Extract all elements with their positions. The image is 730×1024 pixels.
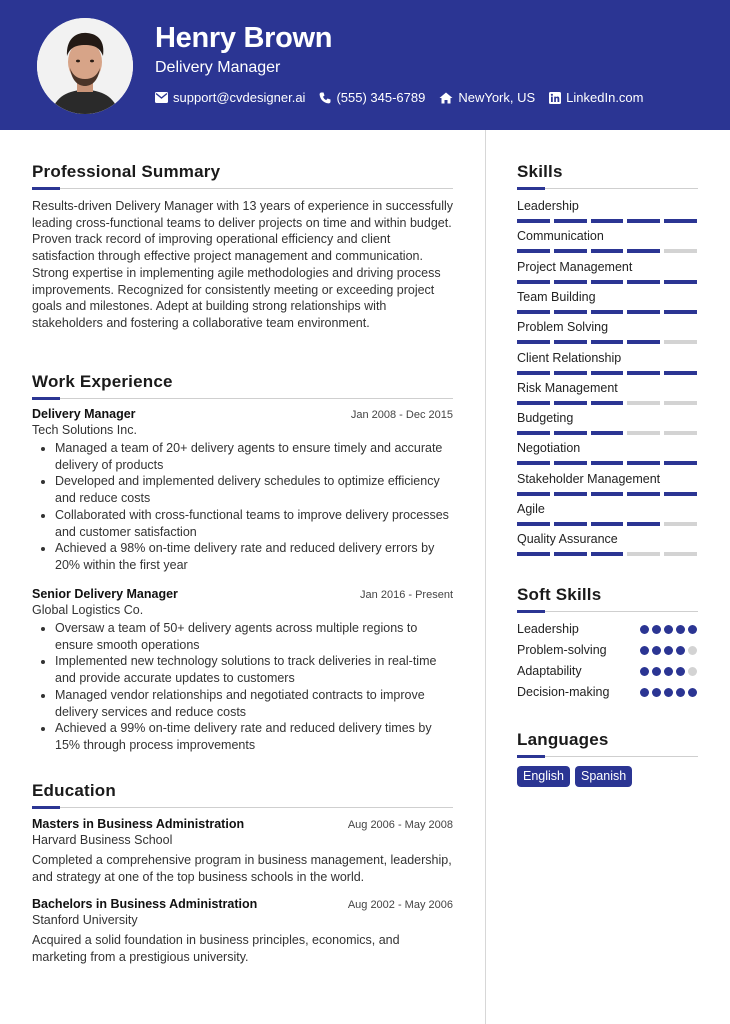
section-rule-accent <box>32 806 60 809</box>
skill-level-bar <box>517 310 697 314</box>
skill-level-segment <box>591 219 624 223</box>
contact-linkedin-text: LinkedIn.com <box>566 90 644 105</box>
rating-dot <box>640 688 649 697</box>
skill-item <box>517 199 697 213</box>
skill-level-segment <box>627 401 660 405</box>
rating-dot <box>640 625 649 634</box>
skill-level-segment <box>554 310 587 314</box>
section-rule-accent <box>517 755 545 758</box>
skill-level-segment <box>517 249 550 253</box>
soft-skill-item <box>517 643 697 657</box>
rating-dot <box>676 667 685 676</box>
rating-dot <box>664 667 673 676</box>
language-list <box>517 766 632 787</box>
skill-name: Quality Assurance <box>517 532 618 547</box>
skill-level-segment <box>627 522 660 526</box>
skill-level-segment <box>554 401 587 405</box>
skill-level-segment <box>517 371 550 375</box>
skill-item <box>517 441 697 455</box>
rating-dot <box>640 646 649 655</box>
skill-level-segment <box>554 522 587 526</box>
skill-level-bar <box>517 461 697 465</box>
profile-photo <box>37 18 133 114</box>
soft-skill-name: Decision-making <box>517 685 610 699</box>
skill-level-bar <box>517 552 697 556</box>
skill-level-segment <box>664 461 697 465</box>
section-rule-accent <box>517 610 545 613</box>
skill-item <box>517 411 697 425</box>
section-rule <box>32 188 453 189</box>
rating-dot <box>652 688 661 697</box>
rating-dot <box>676 688 685 697</box>
skill-name: Agile <box>517 502 545 516</box>
skill-level-segment <box>591 340 624 344</box>
skill-level-segment <box>627 310 660 314</box>
skill-level-segment <box>591 552 624 556</box>
envelope-icon <box>155 92 168 103</box>
skill-level-segment <box>554 461 587 465</box>
skill-level-segment <box>627 371 660 375</box>
skill-level-segment <box>554 431 587 435</box>
job-company: Tech Solutions Inc. <box>32 423 137 437</box>
skill-level-segment <box>627 280 660 284</box>
job-bullets <box>32 620 453 754</box>
rating-dot <box>676 625 685 634</box>
section-title-education: Education <box>32 781 116 800</box>
skill-level-segment <box>627 431 660 435</box>
skill-level-segment <box>517 552 550 556</box>
skill-level-segment <box>517 310 550 314</box>
soft-skill-item <box>517 664 697 678</box>
education-school: Harvard Business School <box>32 833 173 847</box>
skill-level-segment <box>664 401 697 405</box>
skill-level-segment <box>627 219 660 223</box>
skill-level-segment <box>664 219 697 223</box>
section-rule <box>32 398 453 399</box>
soft-skill-name: Leadership <box>517 622 579 636</box>
education-description: Acquired a solid foundation in business principles, economics, and marketing from a prestigious university. <box>32 933 400 964</box>
skill-name: Budgeting <box>517 411 574 426</box>
job-role: Delivery Manager <box>32 407 136 421</box>
skill-level-bar <box>517 249 697 253</box>
skill-level-segment <box>591 401 624 405</box>
skill-level-segment <box>627 552 660 556</box>
skill-item <box>517 472 697 486</box>
skill-item <box>517 381 697 395</box>
contact-list <box>155 90 644 105</box>
skill-level-bar <box>517 340 697 344</box>
skill-level-segment <box>517 522 550 526</box>
linkedin-icon <box>549 92 561 104</box>
skill-level-segment <box>664 280 697 284</box>
skill-level-bar <box>517 280 697 284</box>
skill-level-segment <box>554 492 587 496</box>
skill-item <box>517 229 697 243</box>
skill-level-segment <box>554 340 587 344</box>
skill-level-segment <box>664 552 697 556</box>
rating-dot <box>688 688 697 697</box>
skill-name: Risk Management <box>517 380 618 395</box>
skill-level-segment <box>517 219 550 223</box>
section-title-languages: Languages <box>517 730 609 749</box>
skill-name: Problem Solving <box>517 320 609 335</box>
education-entry <box>32 897 453 965</box>
skill-level-segment <box>517 280 550 284</box>
contact-phone[interactable] <box>319 90 425 105</box>
skill-level-segment <box>591 522 624 526</box>
skill-level-segment <box>517 340 550 344</box>
rating-dot <box>664 688 673 697</box>
skill-level-segment <box>664 310 697 314</box>
soft-skill-rating <box>640 688 697 697</box>
skill-level-segment <box>591 371 624 375</box>
job-bullet: Developed and implemented delivery schedules to optimize efficiency and reduce costs <box>32 473 453 506</box>
job-dates: Jan 2016 - Present <box>360 589 453 601</box>
skill-name: Stakeholder Management <box>517 471 661 486</box>
section-title-skills: Skills <box>517 162 563 181</box>
rating-dot <box>688 646 697 655</box>
soft-skill-item <box>517 622 697 636</box>
candidate-name: Henry Brown <box>155 22 333 54</box>
skill-name: Client Relationship <box>517 350 622 365</box>
skill-level-segment <box>627 492 660 496</box>
section-title-soft-skills: Soft Skills <box>517 585 602 604</box>
education-description: Completed a comprehensive program in business management, leadership, and strategy at one of the top business schools in the world. <box>32 853 452 884</box>
section-title-experience: Work Experience <box>32 372 173 391</box>
job-entry <box>32 407 453 574</box>
skill-level-bar <box>517 371 697 375</box>
section-rule <box>32 807 453 808</box>
job-bullet: Managed vendor relationships and negotiated contracts to improve delivery services and reduce costs <box>32 687 453 720</box>
rating-dot <box>664 646 673 655</box>
skill-item <box>517 351 697 365</box>
skill-level-segment <box>517 431 550 435</box>
skill-level-segment <box>627 249 660 253</box>
education-entry <box>32 817 453 885</box>
contact-location <box>439 90 535 105</box>
phone-icon <box>319 92 331 104</box>
skill-level-bar <box>517 431 697 435</box>
skill-level-segment <box>591 249 624 253</box>
skill-level-segment <box>517 492 550 496</box>
skill-level-segment <box>627 461 660 465</box>
skill-name: Team Building <box>517 289 596 304</box>
column-divider <box>485 130 486 1024</box>
summary-text: Results-driven Delivery Manager with 13 years of experience in successfully leading cross-functional teams to deliver projects on time and within budget. Proven track record of improving operational efficiency and client satisfaction through effective project management and communication. Strong expertise in implementing agile methodologies and driving process improvements. Recognized for consistently meeting or exceeding project goals and milestones. Adept at building strong relationships with stakeholders and fostering a collaborative team environment. <box>32 199 454 330</box>
skill-item <box>517 532 697 546</box>
language-tag: Spanish <box>575 766 632 787</box>
education-degree: Bachelors in Business Administration <box>32 897 258 911</box>
skill-level-segment <box>554 552 587 556</box>
job-role: Senior Delivery Manager <box>32 587 178 601</box>
skill-item <box>517 290 697 304</box>
contact-email-text: support@cvdesigner.ai <box>173 90 306 105</box>
rating-dot <box>640 667 649 676</box>
skill-level-segment <box>554 249 587 253</box>
skill-level-segment <box>664 340 697 344</box>
skill-name: Negotiation <box>517 441 581 456</box>
soft-skill-name: Adaptability <box>517 664 582 678</box>
rating-dot <box>688 667 697 676</box>
job-bullet: Achieved a 98% on-time delivery rate and reduced delivery errors by 20% within the first year <box>32 540 453 573</box>
home-icon <box>439 92 453 104</box>
job-company: Global Logistics Co. <box>32 603 144 617</box>
job-bullet: Oversaw a team of 50+ delivery agents across multiple regions to ensure smooth operations <box>32 620 453 653</box>
skill-level-segment <box>591 431 624 435</box>
job-bullet: Collaborated with cross-functional teams to improve delivery processes and customer satisfaction <box>32 507 453 540</box>
skill-name: Project Management <box>517 259 633 274</box>
skill-level-bar <box>517 401 697 405</box>
skill-level-segment <box>554 280 587 284</box>
skill-level-segment <box>664 371 697 375</box>
rating-dot <box>652 646 661 655</box>
rating-dot <box>652 667 661 676</box>
rating-dot <box>652 625 661 634</box>
skill-level-bar <box>517 219 697 223</box>
section-rule-accent <box>517 187 545 190</box>
candidate-title: Delivery Manager <box>155 59 281 76</box>
soft-skill-rating <box>640 625 697 634</box>
soft-skill-item <box>517 685 697 699</box>
skill-item <box>517 320 697 334</box>
skill-level-segment <box>591 280 624 284</box>
education-degree: Masters in Business Administration <box>32 817 245 831</box>
rating-dot <box>688 625 697 634</box>
skill-level-bar <box>517 522 697 526</box>
skill-level-segment <box>664 249 697 253</box>
soft-skill-rating <box>640 667 697 676</box>
job-dates: Jan 2008 - Dec 2015 <box>350 409 453 421</box>
contact-linkedin[interactable] <box>549 90 643 105</box>
contact-location-text: NewYork, US <box>458 90 536 105</box>
skill-level-segment <box>554 371 587 375</box>
rating-dot <box>664 625 673 634</box>
education-dates: Aug 2002 - May 2006 <box>347 899 453 911</box>
skill-level-segment <box>664 492 697 496</box>
education-dates: Aug 2006 - May 2008 <box>347 819 453 831</box>
contact-phone-text: (555) 345-6789 <box>336 90 426 105</box>
resume-header <box>0 0 730 130</box>
job-bullet: Managed a team of 20+ delivery agents to ensure timely and accurate delivery of products <box>32 440 453 473</box>
education-school: Stanford University <box>32 913 138 927</box>
job-bullet: Implemented new technology solutions to track deliveries in real-time and provide accurate updates to customers <box>32 653 453 686</box>
job-bullets <box>32 440 453 574</box>
rating-dot <box>676 646 685 655</box>
soft-skill-name: Problem-solving <box>517 643 607 657</box>
skill-level-segment <box>517 401 550 405</box>
skill-level-segment <box>517 461 550 465</box>
skill-level-segment <box>664 431 697 435</box>
soft-skill-rating <box>640 646 697 655</box>
contact-email[interactable] <box>155 90 305 105</box>
skill-level-segment <box>591 492 624 496</box>
skill-level-segment <box>591 461 624 465</box>
skill-level-segment <box>554 219 587 223</box>
job-bullet: Achieved a 99% on-time delivery rate and reduced delivery times by 15% through process improvements <box>32 720 453 753</box>
skill-item <box>517 260 697 274</box>
skill-level-segment <box>627 340 660 344</box>
section-rule-accent <box>32 397 60 400</box>
section-title-summary: Professional Summary <box>32 162 221 181</box>
skill-name: Leadership <box>517 199 579 213</box>
language-tag: English <box>517 766 570 787</box>
job-entry <box>32 587 453 754</box>
skill-level-bar <box>517 492 697 496</box>
section-rule-accent <box>32 187 60 190</box>
skill-level-segment <box>664 522 697 526</box>
skill-item <box>517 502 697 516</box>
skill-level-segment <box>591 310 624 314</box>
skill-name: Communication <box>517 229 604 244</box>
